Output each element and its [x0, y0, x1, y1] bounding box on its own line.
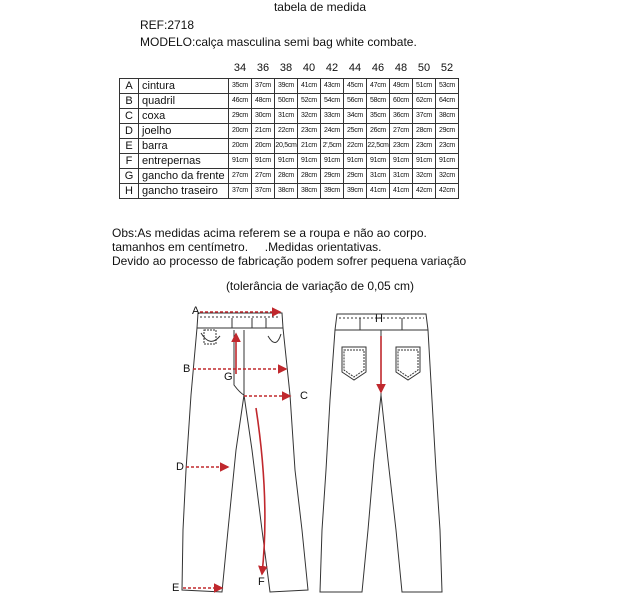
measurement-value: 91cm	[275, 154, 298, 169]
measurement-value: 35cm	[229, 79, 252, 94]
measurement-value: 27cm	[252, 169, 275, 184]
row-letter: C	[120, 109, 139, 124]
measurement-value: 21cm	[252, 124, 275, 139]
measurement-value: 34cm	[344, 109, 367, 124]
size-header: 52	[440, 62, 454, 74]
size-header: 38	[279, 62, 293, 74]
measurement-value: 53cm	[436, 79, 459, 94]
measurement-value: 22cm	[344, 139, 367, 154]
measurement-value: 52cm	[298, 94, 321, 109]
note-line: Devido ao processo de fabricação podem sofrer pequena variação	[112, 254, 467, 268]
measurement-value: 27cm	[229, 169, 252, 184]
row-letter: E	[120, 139, 139, 154]
measurement-value: 60cm	[390, 94, 413, 109]
measurement-value: 37cm	[252, 184, 275, 199]
measurement-value: 31cm	[275, 109, 298, 124]
measurement-value: 41cm	[390, 184, 413, 199]
measurement-value: 35cm	[367, 109, 390, 124]
measurement-value: 91cm	[390, 154, 413, 169]
measurement-value: 23cm	[436, 139, 459, 154]
measurement-value: 22,5cm	[367, 139, 390, 154]
row-letter: G	[120, 169, 139, 184]
size-header: 50	[417, 62, 431, 74]
measurement-value: 20,5cm	[275, 139, 298, 154]
measurement-value: 23cm	[390, 139, 413, 154]
row-letter: D	[120, 124, 139, 139]
measurement-value: 30cm	[252, 109, 275, 124]
measurement-value: 32cm	[436, 169, 459, 184]
measurement-value: 25cm	[344, 124, 367, 139]
measurement-value: 20cm	[229, 139, 252, 154]
measurement-value: 91cm	[436, 154, 459, 169]
measurement-value: 41cm	[367, 184, 390, 199]
measurement-value: 38cm	[298, 184, 321, 199]
measurement-value: 27cm	[390, 124, 413, 139]
measurement-arrows	[183, 312, 381, 588]
measurement-value: 29cm	[344, 169, 367, 184]
measurement-value: 29cm	[229, 109, 252, 124]
measurement-value: 23cm	[413, 139, 436, 154]
measurement-value: 32cm	[298, 109, 321, 124]
measurement-name: barra	[139, 139, 229, 154]
reference-code: REF:2718	[140, 18, 195, 32]
measurement-value: 91cm	[367, 154, 390, 169]
measurement-value: 56cm	[344, 94, 367, 109]
front-pants	[182, 313, 308, 592]
label-a: A	[192, 305, 200, 317]
label-d: D	[176, 461, 184, 473]
measurement-value: 32cm	[413, 169, 436, 184]
measurement-value: 39cm	[344, 184, 367, 199]
size-header: 48	[394, 62, 408, 74]
row-letter: F	[120, 154, 139, 169]
measurement-value: 26cm	[367, 124, 390, 139]
measurement-value: 54cm	[321, 94, 344, 109]
note-line: Obs:As medidas acima referem se a roupa e não ao corpo.	[112, 226, 427, 240]
measurement-value: 42cm	[436, 184, 459, 199]
measurement-value: 20cm	[252, 139, 275, 154]
measurement-value: 28cm	[298, 169, 321, 184]
measurement-value: 58cm	[367, 94, 390, 109]
measurement-value: 22cm	[275, 124, 298, 139]
measurement-value: 21cm	[298, 139, 321, 154]
measurement-name: entrepernas	[139, 154, 229, 169]
measurement-value: 31cm	[390, 169, 413, 184]
size-header: 36	[256, 62, 270, 74]
measurement-value: 28cm	[275, 169, 298, 184]
measurement-value: 23cm	[298, 124, 321, 139]
measurement-value: 50cm	[275, 94, 298, 109]
size-header: 40	[302, 62, 316, 74]
measurement-value: 37cm	[229, 184, 252, 199]
model-description: MODELO:calça masculina semi bag white combate.	[140, 35, 417, 49]
measurement-name: gancho traseiro	[139, 184, 229, 199]
measurement-value: 46cm	[229, 94, 252, 109]
measurement-value: 38cm	[275, 184, 298, 199]
measurement-value: 64cm	[436, 94, 459, 109]
size-header: 34	[233, 62, 247, 74]
measurement-name: coxa	[139, 109, 229, 124]
size-header: 44	[348, 62, 362, 74]
measurement-value: 24cm	[321, 124, 344, 139]
measurement-value: 49cm	[390, 79, 413, 94]
measurement-value: 91cm	[321, 154, 344, 169]
measurement-value: 38cm	[436, 109, 459, 124]
measurement-value: 91cm	[344, 154, 367, 169]
label-e: E	[172, 582, 180, 594]
label-g: G	[224, 371, 233, 383]
measurement-value: 31cm	[367, 169, 390, 184]
row-letter: B	[120, 94, 139, 109]
measurement-value: 48cm	[252, 94, 275, 109]
measurement-value: 29cm	[436, 124, 459, 139]
measurement-value: 62cm	[413, 94, 436, 109]
measurement-value: 91cm	[252, 154, 275, 169]
measurement-value: 39cm	[321, 184, 344, 199]
label-c: C	[300, 390, 308, 402]
tolerance-note: (tolerância de variação de 0,05 cm)	[225, 279, 415, 293]
measurement-value: 29cm	[321, 169, 344, 184]
note-line: tamanhos em centímetro. .Medidas orientativas.	[112, 240, 382, 254]
measurement-name: joelho	[139, 124, 229, 139]
page-title: tabela de medida	[273, 0, 367, 14]
measurement-value: 41cm	[298, 79, 321, 94]
label-h: H	[375, 313, 383, 325]
measurement-value: 42cm	[413, 184, 436, 199]
measurement-value: 28cm	[413, 124, 436, 139]
measurement-value: 37cm	[252, 79, 275, 94]
measurement-name: cintura	[139, 79, 229, 94]
measurement-value: 45cm	[344, 79, 367, 94]
measurement-value: 91cm	[229, 154, 252, 169]
diagram-labels	[172, 305, 383, 594]
measurement-value: 20cm	[229, 124, 252, 139]
size-header: 42	[325, 62, 339, 74]
measurement-value: 47cm	[367, 79, 390, 94]
measurement-name: gancho da frente	[139, 169, 229, 184]
measurement-value: 91cm	[298, 154, 321, 169]
row-letter: A	[120, 79, 139, 94]
label-b: B	[183, 363, 191, 375]
measurement-value: 36cm	[390, 109, 413, 124]
measurement-value: 39cm	[275, 79, 298, 94]
measurement-value: 2',5cm	[321, 139, 344, 154]
measurement-name: quadril	[139, 94, 229, 109]
measurement-value: 37cm	[413, 109, 436, 124]
row-letter: H	[120, 184, 139, 199]
label-f: F	[258, 576, 265, 588]
measurement-value: 51cm	[413, 79, 436, 94]
measurement-value: 43cm	[321, 79, 344, 94]
measurement-value: 33cm	[321, 109, 344, 124]
measurement-value: 91cm	[413, 154, 436, 169]
size-header: 46	[371, 62, 385, 74]
